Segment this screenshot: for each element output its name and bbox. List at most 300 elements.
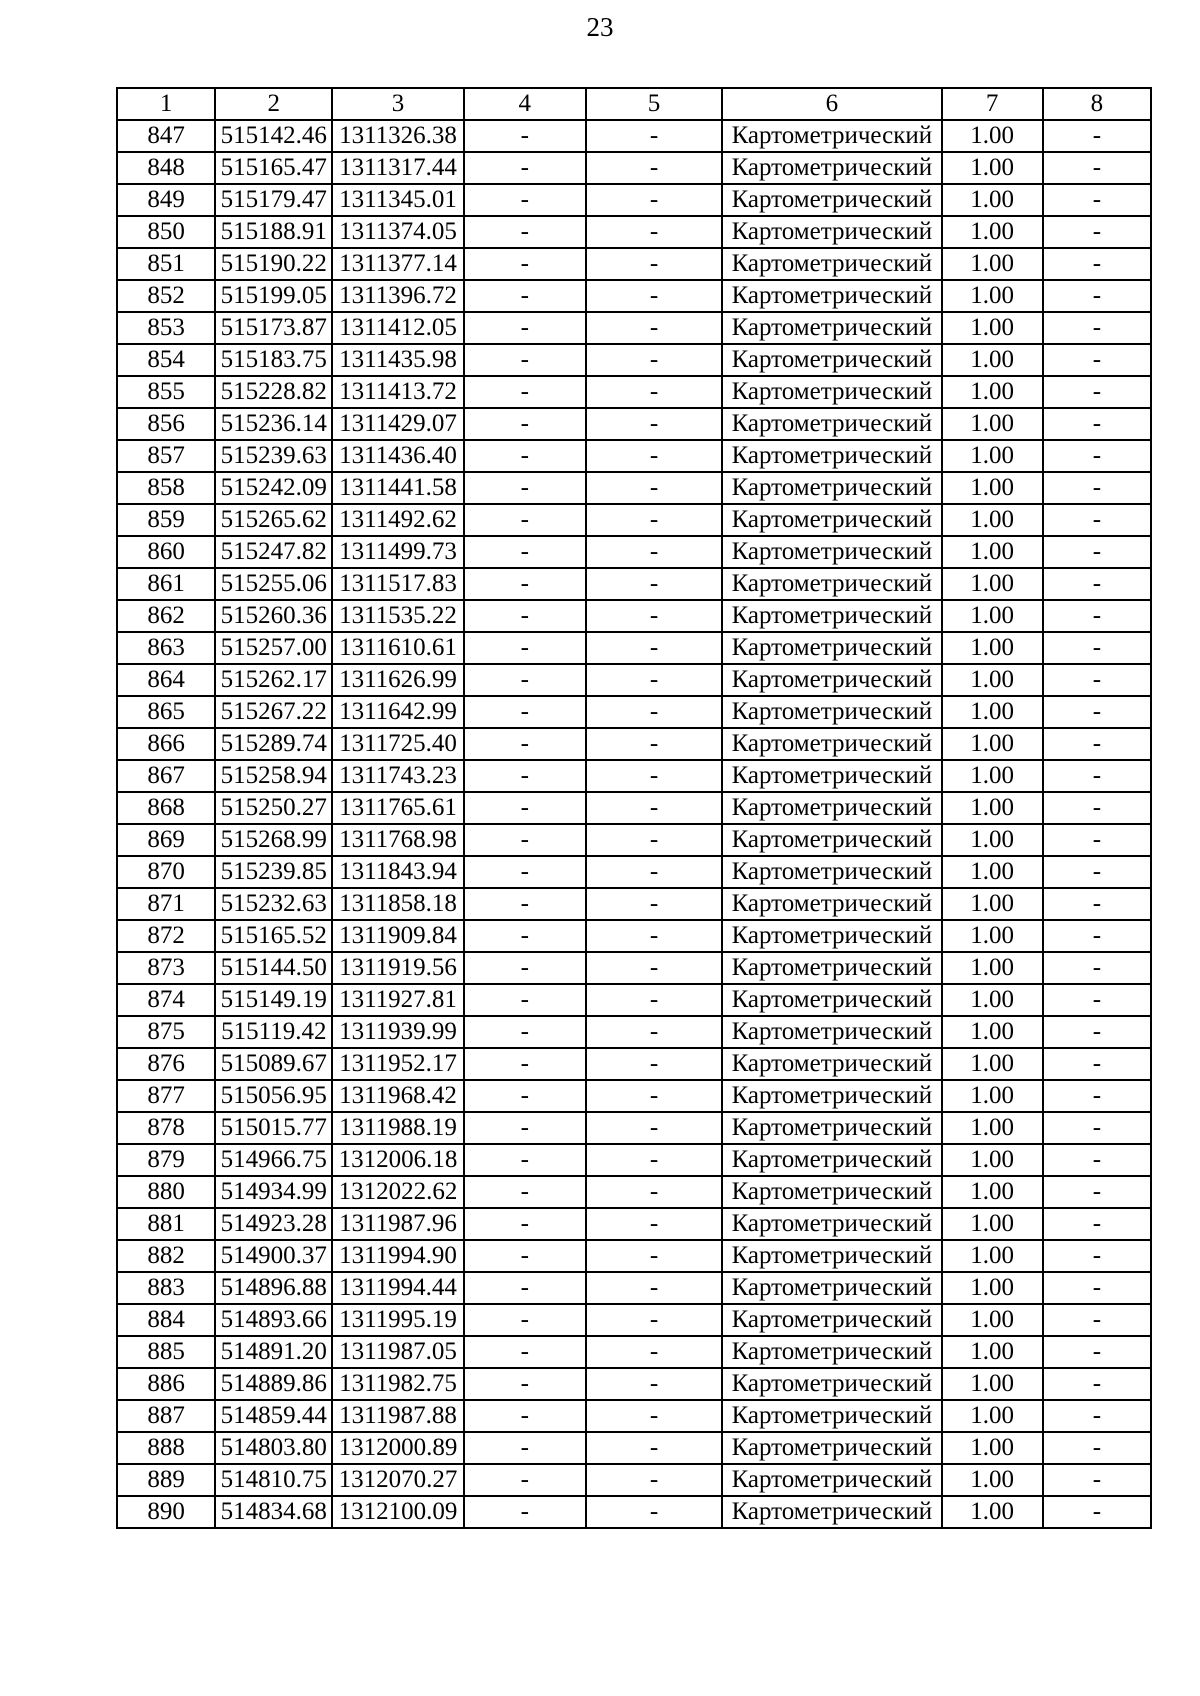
table-row [117, 792, 1151, 824]
col8-cell: - [1043, 1144, 1151, 1176]
col8-cell: - [1043, 152, 1151, 184]
x-coordinate-cell: 514834.68 [215, 1496, 332, 1528]
col8-cell: - [1043, 728, 1151, 760]
col5-cell: - [586, 1336, 722, 1368]
point-number-cell: 869 [117, 824, 215, 856]
method-cell: Картометрический [722, 120, 941, 152]
header-cell: 7 [942, 88, 1043, 120]
col5-cell: - [586, 1208, 722, 1240]
point-number-cell: 873 [117, 952, 215, 984]
col5-cell: - [586, 984, 722, 1016]
col5-cell: - [586, 344, 722, 376]
table-row [117, 1240, 1151, 1272]
method-cell: Картометрический [722, 568, 941, 600]
accuracy-cell: 1.00 [942, 952, 1043, 984]
table-row [117, 856, 1151, 888]
method-cell: Картометрический [722, 1048, 941, 1080]
col5-cell: - [586, 568, 722, 600]
col5-cell: - [586, 664, 722, 696]
method-cell: Картометрический [722, 152, 941, 184]
col8-cell: - [1043, 1048, 1151, 1080]
col8-cell: - [1043, 696, 1151, 728]
col5-cell: - [586, 792, 722, 824]
col8-cell: - [1043, 1304, 1151, 1336]
x-coordinate-cell: 515173.87 [215, 312, 332, 344]
y-coordinate-cell: 1311919.56 [332, 952, 463, 984]
method-cell: Картометрический [722, 440, 941, 472]
point-number-cell: 847 [117, 120, 215, 152]
col8-cell: - [1043, 1016, 1151, 1048]
method-cell: Картометрический [722, 536, 941, 568]
col5-cell: - [586, 1400, 722, 1432]
col8-cell: - [1043, 1240, 1151, 1272]
x-coordinate-cell: 514803.80 [215, 1432, 332, 1464]
point-number-cell: 863 [117, 632, 215, 664]
col4-cell: - [464, 1112, 586, 1144]
method-cell: Картометрический [722, 408, 941, 440]
point-number-cell: 861 [117, 568, 215, 600]
method-cell: Картометрический [722, 312, 941, 344]
col5-cell: - [586, 1496, 722, 1528]
col5-cell: - [586, 1080, 722, 1112]
col8-cell: - [1043, 1336, 1151, 1368]
col4-cell: - [464, 1400, 586, 1432]
table-row [117, 152, 1151, 184]
x-coordinate-cell: 515267.22 [215, 696, 332, 728]
point-number-cell: 885 [117, 1336, 215, 1368]
col5-cell: - [586, 152, 722, 184]
y-coordinate-cell: 1311995.19 [332, 1304, 463, 1336]
col4-cell: - [464, 600, 586, 632]
col8-cell: - [1043, 280, 1151, 312]
col5-cell: - [586, 1144, 722, 1176]
coordinates-table [116, 87, 1152, 1529]
point-number-cell: 881 [117, 1208, 215, 1240]
col5-cell: - [586, 888, 722, 920]
y-coordinate-cell: 1312006.18 [332, 1144, 463, 1176]
x-coordinate-cell: 514810.75 [215, 1464, 332, 1496]
accuracy-cell: 1.00 [942, 984, 1043, 1016]
y-coordinate-cell: 1311858.18 [332, 888, 463, 920]
header-cell: 2 [215, 88, 332, 120]
table-row [117, 1496, 1151, 1528]
point-number-cell: 857 [117, 440, 215, 472]
table-row [117, 376, 1151, 408]
method-cell: Картометрический [722, 1016, 941, 1048]
accuracy-cell: 1.00 [942, 1112, 1043, 1144]
method-cell: Картометрический [722, 280, 941, 312]
y-coordinate-cell: 1311429.07 [332, 408, 463, 440]
y-coordinate-cell: 1311988.19 [332, 1112, 463, 1144]
y-coordinate-cell: 1311765.61 [332, 792, 463, 824]
point-number-cell: 871 [117, 888, 215, 920]
y-coordinate-cell: 1311436.40 [332, 440, 463, 472]
col8-cell: - [1043, 344, 1151, 376]
table-row [117, 984, 1151, 1016]
table-row [117, 440, 1151, 472]
method-cell: Картометрический [722, 696, 941, 728]
point-number-cell: 859 [117, 504, 215, 536]
col4-cell: - [464, 216, 586, 248]
y-coordinate-cell: 1311768.98 [332, 824, 463, 856]
point-number-cell: 877 [117, 1080, 215, 1112]
y-coordinate-cell: 1311968.42 [332, 1080, 463, 1112]
table-row [117, 536, 1151, 568]
point-number-cell: 855 [117, 376, 215, 408]
col8-cell: - [1043, 664, 1151, 696]
col5-cell: - [586, 696, 722, 728]
table-row [117, 504, 1151, 536]
col8-cell: - [1043, 824, 1151, 856]
accuracy-cell: 1.00 [942, 1176, 1043, 1208]
method-cell: Картометрический [722, 504, 941, 536]
y-coordinate-cell: 1311441.58 [332, 472, 463, 504]
accuracy-cell: 1.00 [942, 920, 1043, 952]
accuracy-cell: 1.00 [942, 184, 1043, 216]
col5-cell: - [586, 1112, 722, 1144]
x-coordinate-cell: 514900.37 [215, 1240, 332, 1272]
page-number: 23 [586, 12, 614, 42]
method-cell: Картометрический [722, 184, 941, 216]
col4-cell: - [464, 1496, 586, 1528]
method-cell: Картометрический [722, 984, 941, 1016]
accuracy-cell: 1.00 [942, 312, 1043, 344]
method-cell: Картометрический [722, 888, 941, 920]
header-cell: 1 [117, 88, 215, 120]
col5-cell: - [586, 280, 722, 312]
accuracy-cell: 1.00 [942, 1016, 1043, 1048]
table-row [117, 1368, 1151, 1400]
x-coordinate-cell: 515262.17 [215, 664, 332, 696]
col4-cell: - [464, 408, 586, 440]
x-coordinate-cell: 514934.99 [215, 1176, 332, 1208]
y-coordinate-cell: 1312100.09 [332, 1496, 463, 1528]
y-coordinate-cell: 1311994.44 [332, 1272, 463, 1304]
point-number-cell: 876 [117, 1048, 215, 1080]
y-coordinate-cell: 1311843.94 [332, 856, 463, 888]
accuracy-cell: 1.00 [942, 1048, 1043, 1080]
method-cell: Картометрический [722, 216, 941, 248]
method-cell: Картометрический [722, 1304, 941, 1336]
col4-cell: - [464, 792, 586, 824]
method-cell: Картометрический [722, 1368, 941, 1400]
col4-cell: - [464, 696, 586, 728]
col4-cell: - [464, 504, 586, 536]
x-coordinate-cell: 515165.47 [215, 152, 332, 184]
col8-cell: - [1043, 952, 1151, 984]
col5-cell: - [586, 408, 722, 440]
method-cell: Картометрический [722, 1432, 941, 1464]
accuracy-cell: 1.00 [942, 216, 1043, 248]
accuracy-cell: 1.00 [942, 1272, 1043, 1304]
y-coordinate-cell: 1311987.88 [332, 1400, 463, 1432]
accuracy-cell: 1.00 [942, 760, 1043, 792]
col8-cell: - [1043, 248, 1151, 280]
table-row [117, 408, 1151, 440]
col4-cell: - [464, 888, 586, 920]
table-row [117, 1016, 1151, 1048]
point-number-cell: 858 [117, 472, 215, 504]
x-coordinate-cell: 515239.63 [215, 440, 332, 472]
accuracy-cell: 1.00 [942, 1368, 1043, 1400]
method-cell: Картометрический [722, 1464, 941, 1496]
col8-cell: - [1043, 888, 1151, 920]
point-number-cell: 852 [117, 280, 215, 312]
table-row [117, 600, 1151, 632]
col4-cell: - [464, 120, 586, 152]
table-row [117, 632, 1151, 664]
table-row [117, 952, 1151, 984]
col5-cell: - [586, 216, 722, 248]
point-number-cell: 890 [117, 1496, 215, 1528]
col8-cell: - [1043, 1432, 1151, 1464]
table-row [117, 920, 1151, 952]
method-cell: Картометрический [722, 632, 941, 664]
point-number-cell: 878 [117, 1112, 215, 1144]
y-coordinate-cell: 1311642.99 [332, 696, 463, 728]
accuracy-cell: 1.00 [942, 664, 1043, 696]
col8-cell: - [1043, 1368, 1151, 1400]
col4-cell: - [464, 312, 586, 344]
col8-cell: - [1043, 1208, 1151, 1240]
col8-cell: - [1043, 760, 1151, 792]
method-cell: Картометрический [722, 824, 941, 856]
y-coordinate-cell: 1311725.40 [332, 728, 463, 760]
accuracy-cell: 1.00 [942, 344, 1043, 376]
method-cell: Картометрический [722, 952, 941, 984]
col8-cell: - [1043, 184, 1151, 216]
col8-cell: - [1043, 632, 1151, 664]
table-row [117, 664, 1151, 696]
table-row [117, 344, 1151, 376]
method-cell: Картометрический [722, 472, 941, 504]
point-number-cell: 888 [117, 1432, 215, 1464]
x-coordinate-cell: 515188.91 [215, 216, 332, 248]
x-coordinate-cell: 515089.67 [215, 1048, 332, 1080]
method-cell: Картометрический [722, 376, 941, 408]
method-cell: Картометрический [722, 728, 941, 760]
col5-cell: - [586, 1048, 722, 1080]
col5-cell: - [586, 376, 722, 408]
y-coordinate-cell: 1311413.72 [332, 376, 463, 408]
header-cell: 8 [1043, 88, 1151, 120]
col5-cell: - [586, 472, 722, 504]
accuracy-cell: 1.00 [942, 856, 1043, 888]
header-cell: 5 [586, 88, 722, 120]
accuracy-cell: 1.00 [942, 1240, 1043, 1272]
table-row [117, 568, 1151, 600]
col8-cell: - [1043, 472, 1151, 504]
y-coordinate-cell: 1312070.27 [332, 1464, 463, 1496]
point-number-cell: 884 [117, 1304, 215, 1336]
col4-cell: - [464, 664, 586, 696]
y-coordinate-cell: 1311377.14 [332, 248, 463, 280]
col8-cell: - [1043, 408, 1151, 440]
point-number-cell: 862 [117, 600, 215, 632]
x-coordinate-cell: 515144.50 [215, 952, 332, 984]
col4-cell: - [464, 824, 586, 856]
point-number-cell: 887 [117, 1400, 215, 1432]
point-number-cell: 856 [117, 408, 215, 440]
col4-cell: - [464, 344, 586, 376]
table-row [117, 472, 1151, 504]
point-number-cell: 849 [117, 184, 215, 216]
accuracy-cell: 1.00 [942, 536, 1043, 568]
method-cell: Картометрический [722, 1496, 941, 1528]
col5-cell: - [586, 1432, 722, 1464]
point-number-cell: 875 [117, 1016, 215, 1048]
point-number-cell: 880 [117, 1176, 215, 1208]
accuracy-cell: 1.00 [942, 1336, 1043, 1368]
x-coordinate-cell: 515165.52 [215, 920, 332, 952]
method-cell: Картометрический [722, 856, 941, 888]
point-number-cell: 872 [117, 920, 215, 952]
x-coordinate-cell: 515250.27 [215, 792, 332, 824]
method-cell: Картометрический [722, 760, 941, 792]
table-row [117, 1176, 1151, 1208]
method-cell: Картометрический [722, 664, 941, 696]
point-number-cell: 850 [117, 216, 215, 248]
x-coordinate-cell: 515199.05 [215, 280, 332, 312]
col5-cell: - [586, 1304, 722, 1336]
col4-cell: - [464, 440, 586, 472]
col5-cell: - [586, 536, 722, 568]
y-coordinate-cell: 1311317.44 [332, 152, 463, 184]
accuracy-cell: 1.00 [942, 1208, 1043, 1240]
x-coordinate-cell: 515265.62 [215, 504, 332, 536]
x-coordinate-cell: 515056.95 [215, 1080, 332, 1112]
col5-cell: - [586, 1464, 722, 1496]
point-number-cell: 860 [117, 536, 215, 568]
table-row [117, 248, 1151, 280]
col4-cell: - [464, 1016, 586, 1048]
x-coordinate-cell: 515149.19 [215, 984, 332, 1016]
table-row [117, 1112, 1151, 1144]
col8-cell: - [1043, 1272, 1151, 1304]
col8-cell: - [1043, 536, 1151, 568]
x-coordinate-cell: 515183.75 [215, 344, 332, 376]
header-cell: 6 [722, 88, 941, 120]
point-number-cell: 853 [117, 312, 215, 344]
x-coordinate-cell: 515190.22 [215, 248, 332, 280]
col4-cell: - [464, 1368, 586, 1400]
col8-cell: - [1043, 1496, 1151, 1528]
col4-cell: - [464, 952, 586, 984]
col8-cell: - [1043, 568, 1151, 600]
col5-cell: - [586, 760, 722, 792]
accuracy-cell: 1.00 [942, 376, 1043, 408]
y-coordinate-cell: 1311535.22 [332, 600, 463, 632]
col8-cell: - [1043, 504, 1151, 536]
table-row [117, 1432, 1151, 1464]
accuracy-cell: 1.00 [942, 440, 1043, 472]
col4-cell: - [464, 1080, 586, 1112]
table-header-row [117, 88, 1151, 120]
method-cell: Картометрический [722, 1336, 941, 1368]
col4-cell: - [464, 152, 586, 184]
method-cell: Картометрический [722, 248, 941, 280]
accuracy-cell: 1.00 [942, 824, 1043, 856]
table-row [117, 120, 1151, 152]
col8-cell: - [1043, 216, 1151, 248]
y-coordinate-cell: 1311987.96 [332, 1208, 463, 1240]
point-number-cell: 864 [117, 664, 215, 696]
x-coordinate-cell: 515289.74 [215, 728, 332, 760]
x-coordinate-cell: 515255.06 [215, 568, 332, 600]
point-number-cell: 889 [117, 1464, 215, 1496]
method-cell: Картометрический [722, 1176, 941, 1208]
col8-cell: - [1043, 376, 1151, 408]
col8-cell: - [1043, 120, 1151, 152]
point-number-cell: 868 [117, 792, 215, 824]
x-coordinate-cell: 514893.66 [215, 1304, 332, 1336]
x-coordinate-cell: 515257.00 [215, 632, 332, 664]
x-coordinate-cell: 514923.28 [215, 1208, 332, 1240]
col5-cell: - [586, 120, 722, 152]
x-coordinate-cell: 514966.75 [215, 1144, 332, 1176]
table-row [117, 824, 1151, 856]
y-coordinate-cell: 1312022.62 [332, 1176, 463, 1208]
y-coordinate-cell: 1311939.99 [332, 1016, 463, 1048]
accuracy-cell: 1.00 [942, 280, 1043, 312]
y-coordinate-cell: 1311374.05 [332, 216, 463, 248]
point-number-cell: 866 [117, 728, 215, 760]
col4-cell: - [464, 1144, 586, 1176]
col5-cell: - [586, 824, 722, 856]
point-number-cell: 883 [117, 1272, 215, 1304]
table-row [117, 280, 1151, 312]
method-cell: Картометрический [722, 1112, 941, 1144]
col4-cell: - [464, 728, 586, 760]
x-coordinate-cell: 515232.63 [215, 888, 332, 920]
col4-cell: - [464, 760, 586, 792]
col4-cell: - [464, 856, 586, 888]
col8-cell: - [1043, 1464, 1151, 1496]
accuracy-cell: 1.00 [942, 504, 1043, 536]
x-coordinate-cell: 514859.44 [215, 1400, 332, 1432]
col5-cell: - [586, 856, 722, 888]
col5-cell: - [586, 440, 722, 472]
point-number-cell: 865 [117, 696, 215, 728]
point-number-cell: 848 [117, 152, 215, 184]
table-row [117, 184, 1151, 216]
method-cell: Картометрический [722, 1208, 941, 1240]
accuracy-cell: 1.00 [942, 1080, 1043, 1112]
x-coordinate-cell: 515260.36 [215, 600, 332, 632]
y-coordinate-cell: 1311345.01 [332, 184, 463, 216]
table-body [117, 120, 1151, 1528]
point-number-cell: 874 [117, 984, 215, 1016]
y-coordinate-cell: 1311412.05 [332, 312, 463, 344]
col5-cell: - [586, 920, 722, 952]
y-coordinate-cell: 1311994.90 [332, 1240, 463, 1272]
y-coordinate-cell: 1311952.17 [332, 1048, 463, 1080]
col4-cell: - [464, 1432, 586, 1464]
header-cell: 3 [332, 88, 463, 120]
y-coordinate-cell: 1311610.61 [332, 632, 463, 664]
col4-cell: - [464, 1176, 586, 1208]
col8-cell: - [1043, 1176, 1151, 1208]
col8-cell: - [1043, 1400, 1151, 1432]
table-row [117, 1464, 1151, 1496]
col5-cell: - [586, 952, 722, 984]
accuracy-cell: 1.00 [942, 408, 1043, 440]
col4-cell: - [464, 1464, 586, 1496]
table-row [117, 1304, 1151, 1336]
col5-cell: - [586, 632, 722, 664]
col8-cell: - [1043, 792, 1151, 824]
col8-cell: - [1043, 984, 1151, 1016]
